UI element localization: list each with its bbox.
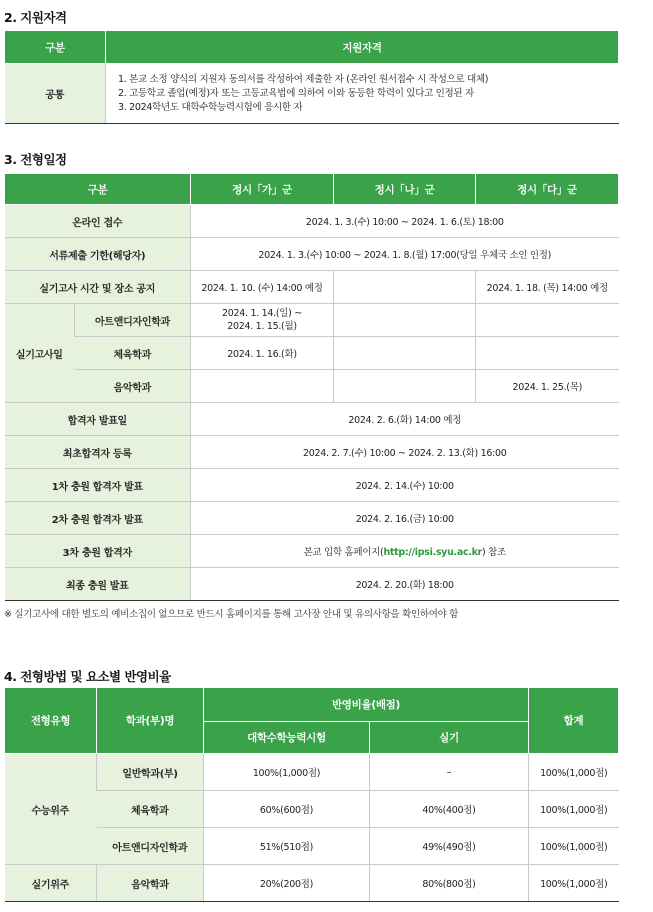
- register-value: 2024. 2. 7.(수) 10:00 ~ 2024. 2. 13.(화) 16:00: [191, 436, 619, 469]
- docs-value: 2024. 1. 3.(수) 10:00 ~ 2024. 1. 8.(월) 17:00(당일 우체국 소인 인정): [191, 238, 619, 271]
- eligibility-table: [4, 30, 619, 124]
- header-eligibility: 지원자격: [106, 31, 619, 64]
- eligibility-item: 1. 본교 소정 양식의 지원자 동의서를 작성하여 제출한 자 (온라인 원서접수 시 작성으로 대체): [118, 73, 489, 85]
- dept-label: 아트앤디자인학과: [97, 828, 204, 865]
- row-label-common: 공통: [5, 64, 106, 124]
- row-label-add1: 1차 충원 합격자 발표: [5, 469, 191, 502]
- header-total: 합계: [529, 688, 619, 754]
- notice-da: 2024. 1. 18. (목) 14:00 예정: [476, 271, 619, 304]
- header-da: 정시「다」군: [476, 174, 619, 205]
- row-label-online: 온라인 접수: [5, 205, 191, 238]
- row-label-docs: 서류제출 기한(해당자): [5, 238, 191, 271]
- header-ga: 정시「가」군: [191, 174, 334, 205]
- row-label-final: 최종 충원 발표: [5, 568, 191, 601]
- dept-label: 체육학과: [97, 791, 204, 828]
- suneung-value: 100%(1,000점): [204, 754, 370, 791]
- row-label-add2: 2차 충원 합격자 발표: [5, 502, 191, 535]
- practical-art-ga: [191, 304, 334, 337]
- practical-pe-da: [476, 337, 619, 370]
- header-category: 구분: [5, 31, 106, 64]
- practical-art-ga-line1: 2024. 1. 14.(일) ~: [222, 308, 302, 319]
- suneung-value: 51%(510점): [204, 828, 370, 865]
- group-practical: 실기위주: [5, 865, 97, 902]
- add3-prefix: 본교 입학 홈페이지(: [303, 547, 384, 558]
- notice-na: [334, 271, 476, 304]
- row-label-practical: 실기고사일: [5, 304, 75, 403]
- row-label-add3: 3차 충원 합격자: [5, 535, 191, 568]
- practical-value: 80%(800점): [370, 865, 529, 902]
- add3-suffix: ) 참조: [482, 547, 506, 558]
- practical-value: –: [370, 754, 529, 791]
- total-value: 100%(1,000점): [529, 791, 619, 828]
- practical-music-na: [334, 370, 476, 403]
- section-title-eligibility: 2. 지원자격: [4, 10, 67, 25]
- section-title-schedule: 3. 전형일정: [4, 152, 67, 167]
- suneung-value: 20%(200점): [204, 865, 370, 902]
- final-value: 2024. 2. 20.(화) 18:00: [191, 568, 619, 601]
- method-table: [4, 687, 619, 902]
- practical-pe-ga: 2024. 1. 16.(화): [191, 337, 334, 370]
- eligibility-item: 2. 고등학교 졸업(예정)자 또는 고등교육법에 의하여 이와 동등한 학력이 있다고 인정된 자: [118, 87, 474, 99]
- schedule-table: [4, 173, 619, 601]
- add1-value: 2024. 2. 14.(수) 10:00: [191, 469, 619, 502]
- header-ratio: 반영비율(배점): [204, 688, 529, 722]
- notice-ga: 2024. 1. 10. (수) 14:00 예정: [191, 271, 334, 304]
- add3-value: [191, 535, 619, 568]
- header-dept: 학과(부)명: [97, 688, 204, 754]
- practical-pe-na: [334, 337, 476, 370]
- row-label-announce: 합격자 발표일: [5, 403, 191, 436]
- header-practical: 실기: [370, 722, 529, 754]
- total-value: 100%(1,000점): [529, 865, 619, 902]
- eligibility-list: [106, 64, 619, 124]
- row-label-notice: 실기고사 시간 및 장소 공지: [5, 271, 191, 304]
- online-value: 2024. 1. 3.(수) 10:00 ~ 2024. 1. 6.(토) 18:00: [191, 205, 619, 238]
- practical-music-ga: [191, 370, 334, 403]
- dept-label: 음악학과: [97, 865, 204, 902]
- header-suneung: 대학수학능력시험: [204, 722, 370, 754]
- practical-music-da: 2024. 1. 25.(목): [476, 370, 619, 403]
- header-category: 구분: [5, 174, 191, 205]
- eligibility-item: 3. 2024학년도 대학수학능력시험에 응시한 자: [118, 101, 303, 113]
- group-suneung: 수능위주: [5, 754, 97, 865]
- total-value: 100%(1,000점): [529, 828, 619, 865]
- announce-value: 2024. 2. 6.(화) 14:00 예정: [191, 403, 619, 436]
- row-label-register: 최초합격자 등록: [5, 436, 191, 469]
- header-type: 전형유형: [5, 688, 97, 754]
- schedule-note: ※ 실기고사에 대한 별도의 예비소집이 없으므로 반드시 홈페이지를 통해 고사장 안내 및 유의사항을 확인하여야 함: [4, 609, 459, 620]
- practical-art-label: 아트앤디자인학과: [75, 304, 191, 337]
- practical-art-na: [334, 304, 476, 337]
- practical-music-label: 음악학과: [75, 370, 191, 403]
- section-title-method: 4. 전형방법 및 요소별 반영비율: [4, 669, 171, 684]
- suneung-value: 60%(600점): [204, 791, 370, 828]
- practical-art-da: [476, 304, 619, 337]
- header-na: 정시「나」군: [334, 174, 476, 205]
- dept-label: 일반학과(부): [97, 754, 204, 791]
- practical-value: 40%(400점): [370, 791, 529, 828]
- homepage-link[interactable]: http://ipsi.syu.ac.kr: [383, 547, 483, 558]
- practical-art-ga-line2: 2024. 1. 15.(월): [227, 321, 297, 332]
- practical-value: 49%(490점): [370, 828, 529, 865]
- add2-value: 2024. 2. 16.(금) 10:00: [191, 502, 619, 535]
- total-value: 100%(1,000점): [529, 754, 619, 791]
- practical-pe-label: 체육학과: [75, 337, 191, 370]
